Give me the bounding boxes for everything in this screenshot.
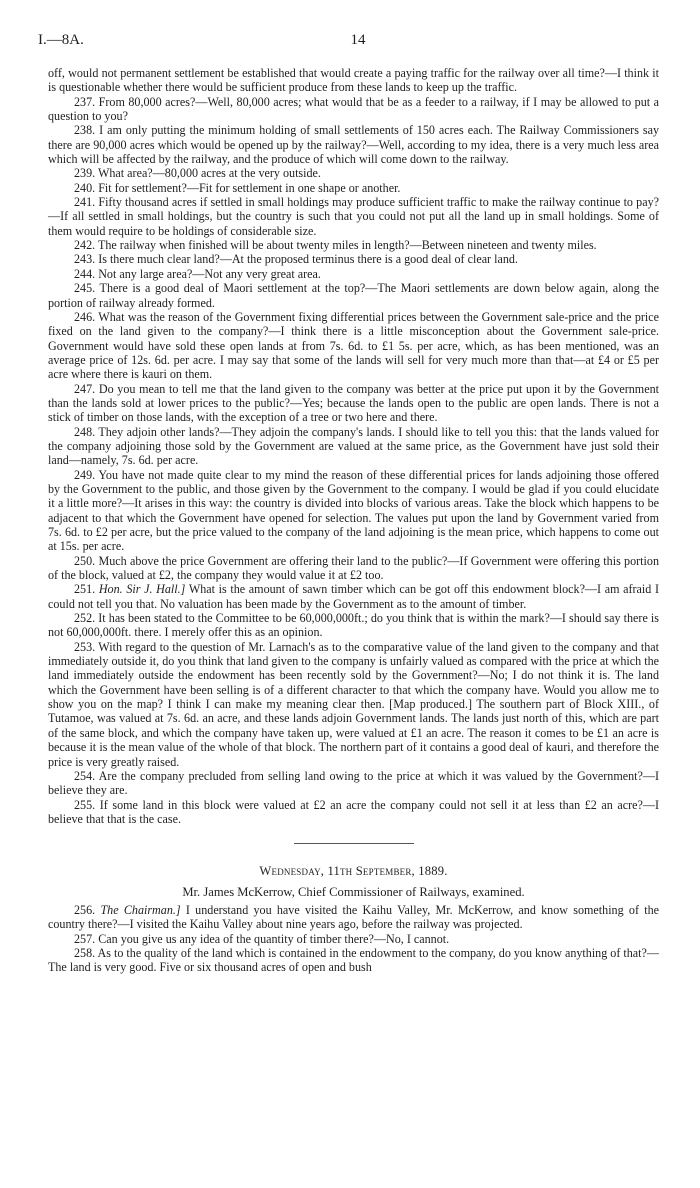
parliamentary-paper-reference: I.—8A.	[38, 32, 84, 48]
paragraph-number: 251.	[74, 582, 96, 597]
speaker-label: The Chairman.]	[100, 902, 181, 917]
paragraph-continuation: off, would not permanent settlement be established that would create a paying traffic for the railway over all time?—I think it is questionable whether there would be sufficient produce from these lands to keep up the traffic.	[48, 66, 659, 95]
paragraph-243: 243. Is there much clear land?—At the proposed terminus there is a good deal of clear land.	[74, 252, 518, 267]
sitting-date: Wednesday, 11th September, 1889.	[259, 864, 448, 879]
paragraph-239: 239. What area?—80,000 acres at the very outside.	[74, 166, 321, 181]
paragraph-248: 248. They adjoin other lands?—They adjoin the company's lands. I should like to tell you this: that the lands valued for the company adjoining those sold by the Government are valued at the same price, as the Government have just sold their land—namely, 7s. 6d. per acre.	[48, 424, 659, 468]
paragraph-250: 250. Much above the price Government are offering their land to the public?—If Government were offering this portion of the block, valued at £2, the company they would value it at £2 too.	[48, 553, 659, 583]
paragraph-244: 244. Not any large area?—Not any very great area.	[74, 266, 321, 281]
paragraph-253: 253. With regard to the question of Mr. Larnach's as to the comparative value of the land given to the company and that immediately outside it, do you think that land given to the company is unfairly valued as compared with the price at which the land immediately outside the endowment has been recently sold by the Government?—No; I do not think it is. The land which the Government have been selling is of a different character to that which the company have. Would you allow me to show you on the map? I think I can make my meaning clear then. [Map produced.] The southern part of Block XIII., of Tutamoe, was valued at 7s. 6d. an acre, and these lands adjoin Government lands. The lands just north of this, which are part of the same block, and which the company have taken up, were valued at £1 an acre. The reason it comes to be £1 an acre is because it is the mean value of the whole of that block. The northern part of it contains a good deal of kauri, and therefore the price is very greatly raised.	[48, 639, 659, 769]
witness-heading: Mr. James McKerrow, Chief Commissioner of Railways, examined.	[182, 884, 525, 899]
paragraph-246: 246. What was the reason of the Government fixing differential prices between the Government sale-price and the price fixed on the land given to the company?—I think there is a little misconception about the Government sale-price. Government would have sold these open lands at from 7s. 6d. to £1 5s. per acre, which, as has been mentioned, was an average price of 12s. 6d. per acre. I may say that some of the lands will sell for very much more than that—at £4 or £5 per acre where there is kauri on them.	[48, 309, 659, 382]
speaker-label: Hon. Sir J. Hall.]	[98, 582, 186, 597]
paragraph-252: 252. It has been stated to the Committee to be 60,000,000ft.; do you think that is within the mark?—I should say there is not 60,000,000ft. there. I merely offer this as an opinion.	[48, 611, 659, 640]
paragraph-256	[48, 903, 659, 932]
paragraph-245: 245. There is a good deal of Maori settlement at the top?—The Maori settlements are down below again, along the portion of railway already formed.	[48, 281, 659, 310]
paragraph-241: 241. Fifty thousand acres if settled in small holdings may produce sufficient traffic to make the railway continue to pay?—If all settled in small holdings, but the country is such that you could not put all the land up in small holdings. Some of them would require to be holdings of considerable size.	[48, 195, 659, 238]
paragraph-254: 254. Are the company precluded from selling land owing to the price at which it was valued by the Government?—I believe they are.	[48, 768, 659, 798]
page-number: 14	[350, 32, 366, 48]
paragraph-237: 237. From 80,000 acres?—Well, 80,000 acres; what would that be as a feeder to a railway, if I may be allowed to put a question to you?	[48, 94, 659, 124]
paragraph-258: 258. As to the quality of the land which is contained in the endowment to the company, do you know anything of that?—The land is very good. Five or six thousand acres of open and bush	[48, 945, 659, 975]
paragraph-number: 256.	[74, 902, 96, 917]
paragraph-text: What is the amount of sawn timber which can be got off this endowment block?—I am afraid I could not tell you that. No valuation has been made by the Government as to the amount of timber.	[48, 582, 660, 611]
paragraph-251	[48, 582, 659, 611]
paragraph-247: 247. Do you mean to tell me that the land given to the company was better at the price put upon it by the Government than the lands sold at lower prices to the public?—Yes; because the lands open to the public are open lands. There is not a stick of timber on those lands, with the exception of a tree or two here and there.	[48, 381, 659, 425]
page-header	[38, 32, 662, 52]
paragraph-255: 255. If some land in this block were valued at £2 an acre the company could not sell it at less than £2 an acre?—I believe that that is the case.	[48, 797, 659, 826]
document-body	[48, 66, 659, 975]
paragraph-238: 238. I am only putting the minimum holding of small settlements of 150 acres each. The Railway Commissioners say there are 90,000 acres which would be opened up by the railway?—Well, according to my idea, there is a very much less area which will be affected by the railway, and the produce of which will come down to the railway.	[48, 123, 659, 167]
paragraph-text: I understand you have visited the Kaihu Valley, Mr. McKerrow, and know something of the country there?—I visited the Kaihu Valley about nine years ago, before the railway was projected.	[48, 902, 660, 932]
paragraph-257: 257. Can you give us any idea of the quantity of timber there?—No, I cannot.	[74, 931, 450, 946]
paragraph-249: 249. You have not made quite clear to my mind the reason of these differential prices for lands adjoining those offered by the Government to the public, and those given by the Government to the company. I would be glad if you could elucidate it a little more?—It arises in this way: the country is divided into blocks of various areas. Take the block which happens to be adjacent to that which the Government have opened for selection. The values put upon the land by Government varied from 7s. 6d. to £2 per acre, but the price valued to the company of the land adjoining is the mean price, which happens to come out at 15s. per acre.	[48, 467, 659, 554]
paragraph-242: 242. The railway when finished will be about twenty miles in length?—Between nineteen and twenty miles.	[74, 238, 597, 253]
paragraph-240: 240. Fit for settlement?—Fit for settlement in one shape or another.	[74, 180, 401, 195]
section-divider	[294, 843, 414, 844]
